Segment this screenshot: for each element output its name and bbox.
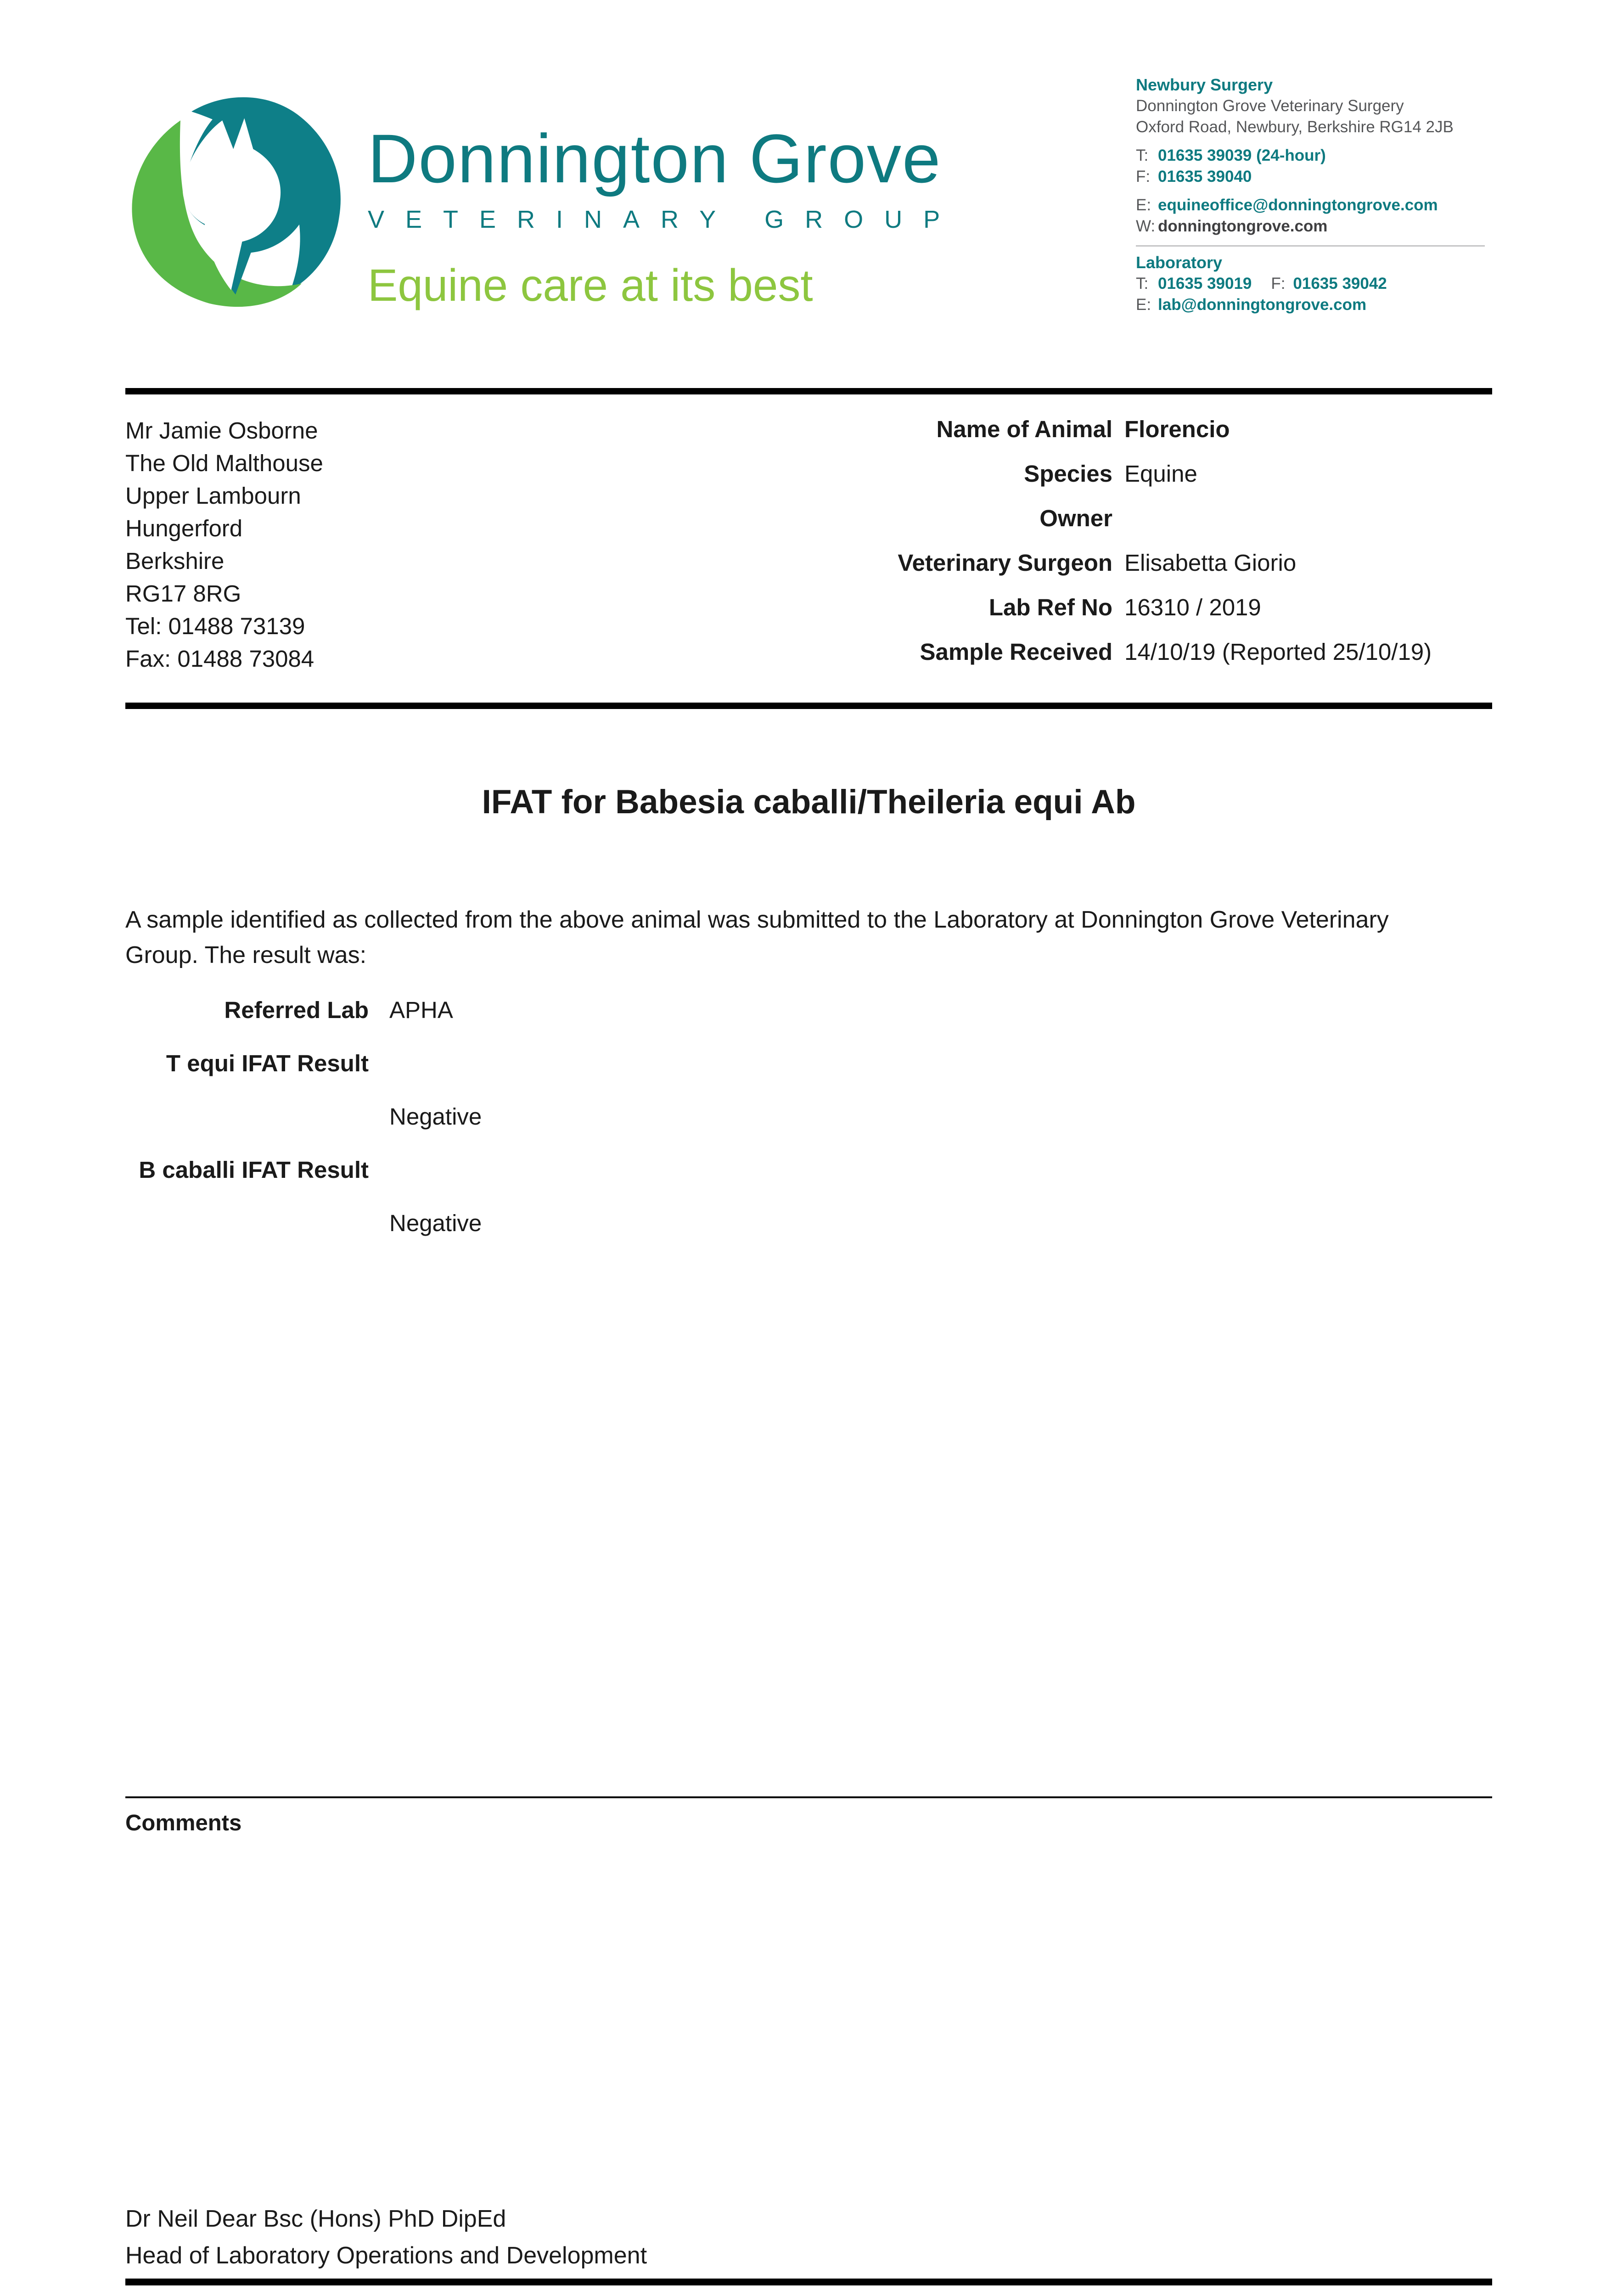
result-label: B caballi IFAT Result xyxy=(139,1157,369,1183)
top-rule xyxy=(125,388,1492,394)
detail-label: Species xyxy=(1024,461,1112,487)
detail-label: Name of Animal xyxy=(936,416,1112,442)
fax-label: F: xyxy=(1136,168,1151,186)
brand-name: Donnington Grove xyxy=(368,120,942,197)
contact-divider xyxy=(1136,245,1485,247)
spacer xyxy=(1136,187,1485,195)
signature-block xyxy=(125,2200,647,2274)
email-label: E: xyxy=(1136,196,1151,214)
brand-subtitle: VETERINARY GROUP xyxy=(368,206,961,233)
email-label: E: xyxy=(1136,296,1151,314)
detail-value: 14/10/19 (Reported 25/10/19) xyxy=(1124,639,1432,665)
recipient-line: Upper Lambourn xyxy=(125,483,301,509)
newbury-surgery-block xyxy=(1136,74,1485,237)
brand-logo xyxy=(125,90,346,310)
detail-value: Elisabetta Giorio xyxy=(1124,550,1297,576)
detail-value: 16310 / 2019 xyxy=(1124,594,1261,620)
horse-head-logo-icon xyxy=(125,90,346,310)
result-label: T equi IFAT Result xyxy=(166,1050,369,1076)
fax-label: F: xyxy=(1271,275,1286,293)
recipient-line: The Old Malthouse xyxy=(125,450,323,476)
fax-value: 01635 39042 xyxy=(1293,275,1387,293)
detail-value: Equine xyxy=(1124,461,1197,487)
report-title: IFAT for Babesia caballi/Theileria equi Ab xyxy=(482,783,1136,821)
web-value: donningtongrove.com xyxy=(1158,217,1328,235)
recipient-line: Tel: 01488 73139 xyxy=(125,613,305,639)
recipient-line: Fax: 01488 73084 xyxy=(125,646,314,672)
recipient-line: Hungerford xyxy=(125,515,243,541)
brand-text xyxy=(368,90,961,310)
detail-row xyxy=(125,594,1492,638)
spacer xyxy=(1136,138,1485,145)
mid-rule xyxy=(125,703,1492,709)
email-value: equineoffice@donningtongrove.com xyxy=(1158,196,1438,214)
animal-details xyxy=(125,416,1492,683)
laboratory-block xyxy=(1136,252,1485,315)
detail-value: Florencio xyxy=(1124,416,1230,442)
signature-title: Head of Laboratory Operations and Development xyxy=(125,2242,647,2269)
result-row xyxy=(125,1156,1492,1237)
newbury-email-line xyxy=(1136,195,1485,216)
report-intro: A sample identified as collected from the above animal was submitted to the Laboratory at Donnington Grove Veterinary Group. The result was: xyxy=(125,906,1389,968)
newbury-tel-line xyxy=(1136,145,1485,166)
laboratory-tel-fax-line xyxy=(1136,273,1485,294)
newbury-address-line: Donnington Grove Veterinary Surgery xyxy=(1136,97,1404,115)
recipient-line: Mr Jamie Osborne xyxy=(125,417,318,444)
fax-value: 01635 39040 xyxy=(1158,168,1252,186)
detail-row xyxy=(125,416,1492,460)
result-row xyxy=(125,1050,1492,1131)
detail-label: Owner xyxy=(1039,505,1112,531)
signature-name: Dr Neil Dear Bsc (Hons) PhD DipEd xyxy=(125,2206,506,2232)
laboratory-title: Laboratory xyxy=(1136,253,1223,272)
comments-label: Comments xyxy=(125,1811,242,1835)
newbury-title: Newbury Surgery xyxy=(1136,75,1273,94)
result-row xyxy=(125,996,1492,1024)
header-contact xyxy=(1136,74,1485,315)
tel-value: 01635 39019 xyxy=(1158,275,1252,293)
detail-row xyxy=(125,638,1492,683)
recipient-line: Berkshire xyxy=(125,548,225,574)
web-label: W: xyxy=(1136,217,1156,235)
newbury-address-line: Oxford Road, Newbury, Berkshire RG14 2JB xyxy=(1136,118,1454,136)
detail-label: Veterinary Surgeon xyxy=(898,550,1112,576)
tel-label: T: xyxy=(1136,146,1149,164)
bottom-rule xyxy=(125,2279,1492,2285)
comments-rule xyxy=(125,1796,1492,1798)
result-value: APHA xyxy=(389,997,453,1023)
newbury-web-line xyxy=(1136,216,1485,237)
results xyxy=(125,996,1492,1263)
brand-tagline: Equine care at its best xyxy=(368,260,813,310)
result-value: Negative xyxy=(389,1210,482,1236)
detail-row xyxy=(125,505,1492,549)
tel-value: 01635 39039 (24-hour) xyxy=(1158,146,1326,164)
header-brand xyxy=(125,90,961,310)
detail-row xyxy=(125,460,1492,505)
result-value: Negative xyxy=(389,1103,482,1130)
detail-label: Sample Received xyxy=(920,639,1112,665)
tel-label: T: xyxy=(1136,275,1149,293)
recipient-line: RG17 8RG xyxy=(125,580,241,607)
email-value: lab@donningtongrove.com xyxy=(1158,296,1367,314)
result-label: Referred Lab xyxy=(224,997,369,1023)
newbury-fax-line xyxy=(1136,166,1485,187)
detail-label: Lab Ref No xyxy=(988,594,1112,620)
detail-row xyxy=(125,549,1492,594)
laboratory-email-line xyxy=(1136,294,1485,315)
